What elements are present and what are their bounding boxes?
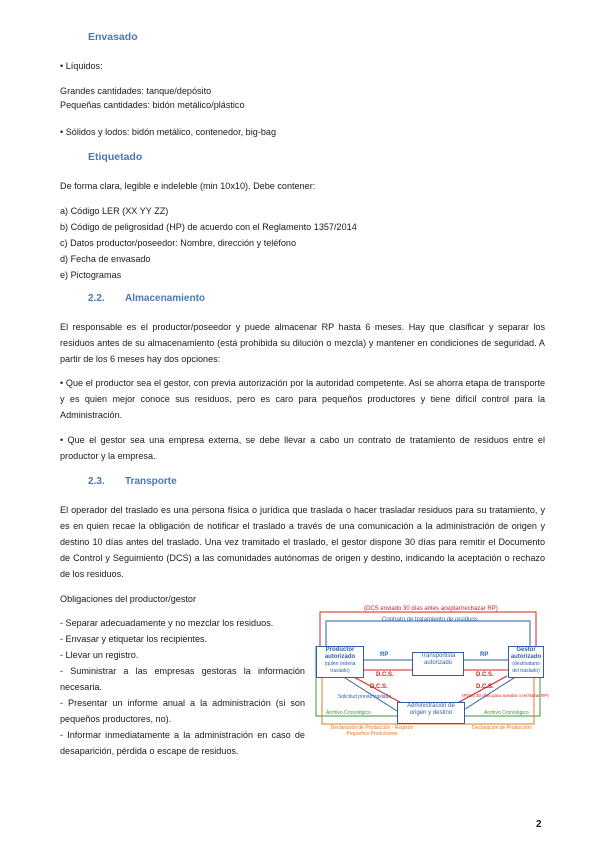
obligacion-item: - Llevar un registro.	[60, 650, 139, 660]
almacenamiento-para2: • Que el productor sea el gestor, con previa autorización por la autoridad competente. Así se ahorra etapa de transporte y es quien mejor conoce sus residuos, pero es caro para pequeños productores y tiene difícil control para la Administración.	[60, 378, 545, 420]
almacenamiento-para1: El responsable es el productor/poseedor y puede almacenar RP hasta 6 meses. Hay que clasificar y separar los residuos antes de su almacenamiento (está prohibida su dilución o mezcla) y mantener en condiciones de seguridad. A partir de los 6 meses hay dos opciones:	[60, 322, 545, 364]
etiquetado-heading: Etiquetado	[88, 151, 143, 163]
etiquetado-intro: De forma clara, legible e indeleble (min 10x10). Debe contener:	[60, 181, 316, 191]
archivo-left: Archivo Cronológico	[326, 710, 371, 716]
section-number: 2.3.	[88, 476, 105, 487]
dcs-mid-right: D.C.S.	[476, 684, 494, 690]
obligacion-item: - Envasar y etiquetar los recipientes.	[60, 634, 208, 644]
decl-left: Declaración de Producción - Registro Pequeños Productores	[330, 725, 414, 737]
archivo-right: Archivo Cronológico	[484, 710, 529, 716]
obligacion-item: - Presentar un informe anual a la administración (si son pequeños productores, no).	[60, 698, 305, 724]
etiquetado-item: b) Código de peligrosidad (HP) de acuerdo con el Reglamento 1357/2014	[60, 222, 357, 232]
solidos-lodos: • Sólidos y lodos: bidón metálico, contenedor, big-bag	[60, 127, 277, 137]
almacenamiento-heading: Almacenamiento	[125, 293, 206, 304]
etiquetado-item: a) Código LER (XX YY ZZ)	[60, 206, 169, 216]
admin-box: Administración de origen y destino	[397, 702, 465, 724]
almacenamiento-para3: • Que el gestor sea una empresa externa, se debe llevar a cabo un contrato de tratamiento de residuos entre el productor y la empresa.	[60, 435, 545, 461]
obligaciones-heading: Obligaciones del productor/gestor	[60, 594, 196, 604]
plazo-label: (Plazo 30 días para aceptar o rechazar RP)	[462, 693, 549, 698]
gestor-sub: (destinatario del traslado)	[512, 661, 540, 674]
obligacion-item: - Informar inmediatamente a la administración en caso de desaparición, pérdida o escape de residuos.	[60, 730, 305, 756]
solicitud-label: Solicitud previa traslado	[338, 694, 392, 700]
section-number: 2.2.	[88, 293, 105, 304]
transportista-box: Transportista autorizado	[412, 652, 464, 676]
etiquetado-item: e) Pictogramas	[60, 270, 122, 280]
transporte-heading: Transporte	[125, 476, 177, 487]
page-number: 2	[536, 819, 542, 830]
obligacion-item: - Separar adecuadamente y no mezclar los residuos.	[60, 618, 274, 628]
rp-left: RP	[380, 652, 389, 658]
rp-right: RP	[480, 652, 489, 658]
gestor-label: Gestor autorizado	[510, 647, 542, 660]
obligacion-item: - Suministrar a las empresas gestoras la información necesaria.	[60, 666, 305, 692]
transport-diagram	[312, 606, 549, 739]
gestor-box	[508, 646, 544, 678]
pequenas-cantidades: Pequeñas cantidades: bidón metálico/plástico	[60, 100, 245, 110]
grandes-cantidades: Grandes cantidades: tanque/depósito	[60, 86, 212, 96]
diagram-top-note: (DCS enviado 30 días antes aceptar/rechazar RP)	[364, 606, 498, 612]
transporte-para1: El operador del traslado es una persona física o jurídica que traslada o hacer trasladar residuos para su tratamiento, y es en quien recae la obligación de notificar el traslado a través de una comunicación a la administración de origen y destino 10 días antes del traslado. Una vez tramitado el traslado, el gestor dispone 30 días para remitir el Documento de Control y Seguimiento (DCS) a las comunidades autónomas de origen y destino, indicando la aceptación o rechazo de los residuos.	[60, 505, 545, 579]
productor-box	[316, 646, 364, 678]
productor-sub: (quien ordena traslado)	[324, 661, 356, 674]
etiquetado-item: c) Datos productor/poseedor: Nombre, dirección y teléfono	[60, 238, 297, 248]
etiquetado-item: d) Fecha de envasado	[60, 254, 151, 264]
obligaciones-list	[60, 615, 305, 759]
dcs-mid-left: D.C.S.	[370, 684, 388, 690]
diagram-contrato: Contrato de tratamiento de residuos	[382, 617, 478, 623]
liquidos-label: • Líquidos:	[60, 61, 103, 71]
productor-label: Productor autorizado	[324, 647, 356, 660]
dcs-right: D.C.S.	[476, 672, 494, 678]
envasado-heading: Envasado	[88, 31, 138, 43]
dcs-left: D.C.S.	[376, 672, 394, 678]
decl-right: Declaración de Producción	[472, 725, 532, 731]
